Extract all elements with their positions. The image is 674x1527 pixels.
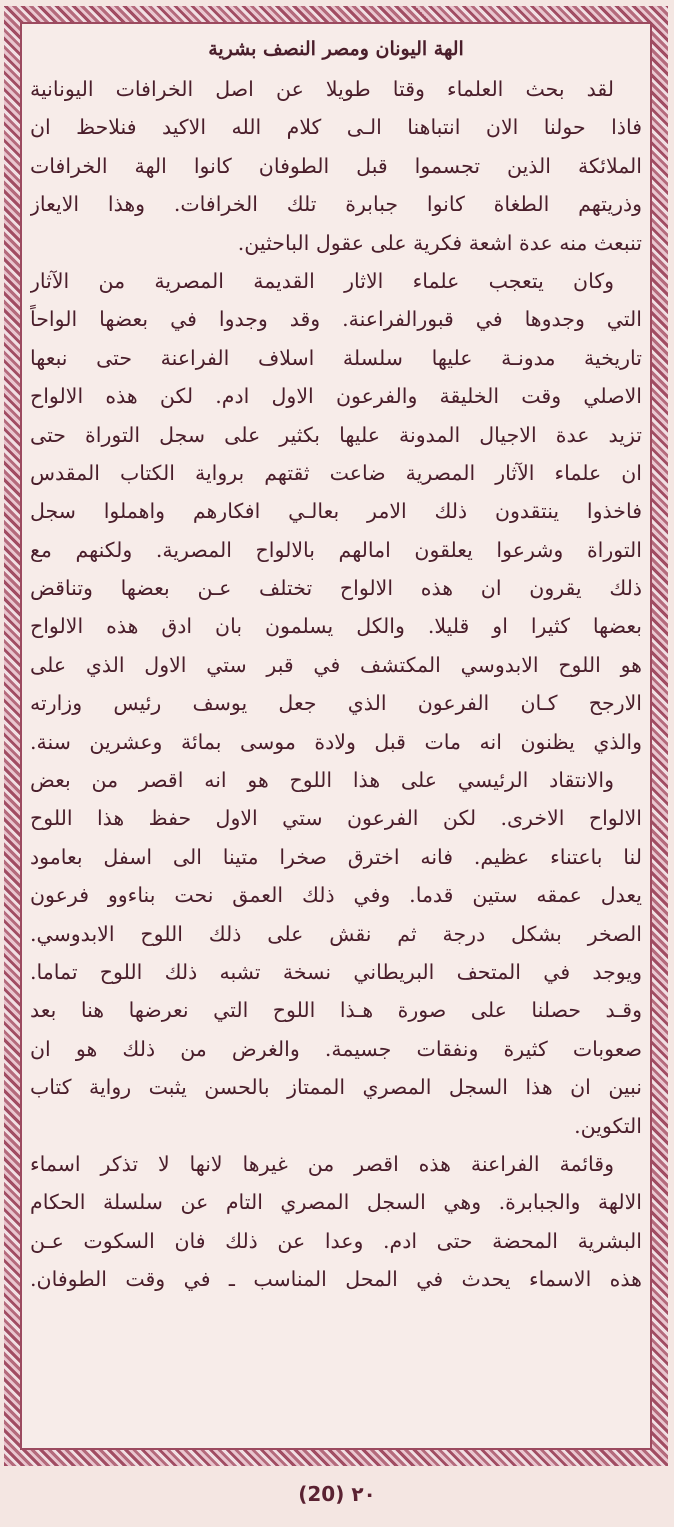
text-line: فاذا حولنا الان انتباهنا الـى كلام الله الاكيد فنلاحظ ان	[30, 115, 642, 140]
text-line: الالواح الاخرى. لكن الفرعون ستي الاول حفظ هذا اللوح	[30, 806, 642, 831]
text-line: يعدل عمقه ستين قدما. وفي ذلك العمق نحت بناءوو فرعون	[30, 883, 642, 908]
text-line: والذي يظنون انه مات قبل ولادة موسى بمائة وعشرين سنة.	[30, 729, 642, 754]
text-line: نبين ان هذا السجل المصري الممتاز بالحسن يثبت رواية كتاب	[30, 1075, 642, 1100]
text-line: لنا باعتناء عظيم. فانه اخترق صخرا متينا الى اسفل بعامود	[30, 844, 642, 869]
text-line: صعوبات كثيرة ونفقات جسيمة. والغرض من ذلك هو ان	[30, 1036, 642, 1061]
text-line: البشرية المحضة حتى ادم. وعدا عن ذلك فان السكوت عـن	[30, 1228, 642, 1253]
text-line: الارجح كـان الفرعون الذي جعل يوسف رئيس وزارته	[30, 691, 642, 716]
text-line: هو اللوح الابدوسي المكتشف في قبر ستي الاول الذي على	[30, 652, 642, 677]
text-line: التي وجدوها في قبورالفراعنة. وقد وجدوا في بعضها الواحاً	[30, 307, 642, 332]
text-line: ان علماء الآثار المصرية ضاعت ثقتهم برواية الكتاب المقدس	[30, 460, 642, 485]
text-line: تاريخية مدونـة عليها سلسلة اسلاف الفراعنة حتى نبعها	[30, 345, 642, 370]
text-line: لقد بحث العلماء وقتا طويلا عن اصل الخرافات اليونانية	[30, 77, 614, 101]
text-line: وقائمة الفراعنة هذه اقصر من غيرها لانها لا تذكر اسماء	[30, 1151, 614, 1176]
text-line: وكان يتعجب علماء الاثار القديمة المصرية من الآثار	[30, 268, 614, 293]
text-line: الاصلي وقت الخليقة والفرعون الاول ادم. لكن هذه الالواح	[30, 384, 642, 409]
text-line: تنبعث منه عدة اشعة فكرية على عقول الباحثين.	[237, 230, 642, 255]
text-line: وقـد حصلنا على صورة هـذا اللوح التي نعرضها هنا بعد	[30, 998, 642, 1023]
text-line: التوراة وشرعوا يعلقون امالهم بالالواح المصرية. ولكنهم مع	[30, 537, 642, 562]
text-line: والانتقاد الرئيسي على هذا اللوح هو انه اقصر من بعض	[30, 768, 614, 793]
text-line: ذلك يقرون ان هذه الالواح تختلف عـن بعضها وتناقض	[30, 576, 642, 601]
text-line: تزيد عدة الاجيال المدونة عليها بكثير على سجل التوراة حتى	[30, 422, 642, 447]
text-line: الالهة والجبابرة. وهي السجل المصري التام عن سلسلة الحكام	[30, 1190, 642, 1215]
body-lines	[30, 70, 642, 1299]
text-line: وذريتهم الطغاة كانوا جبابرة تلك الخرافات. وهذا الايعاز	[30, 192, 642, 217]
text-line: التكوين.	[574, 1113, 642, 1138]
text-line: الملائكة الذين تجسموا قبل الطوفان كانوا الهة الخرافات	[30, 153, 642, 178]
text-line: الصخر بشكل درجة ثم نقش على ذلك اللوح الابدوسي.	[30, 921, 642, 946]
text-line: بعضها كثيرا او قليلا. والكل يسلمون بان ادق هذه الالواح	[30, 614, 642, 639]
page-number: (20) ٢٠	[298, 1482, 376, 1506]
text-line: فاخذوا ينتقدون ذلك الامر بعالـي افكارهم واهملوا سجل	[30, 499, 642, 524]
page-text-block	[30, 34, 642, 1299]
text-line: ويوجد في المتحف البريطاني نسخة تشبه ذلك اللوح تماما.	[30, 959, 642, 984]
page-title: الهة اليونان ومصر النصف بشرية	[208, 38, 464, 60]
text-line: هذه الاسماء يحدث في المحل المناسب ـ في وقت الطوفان.	[30, 1267, 642, 1292]
